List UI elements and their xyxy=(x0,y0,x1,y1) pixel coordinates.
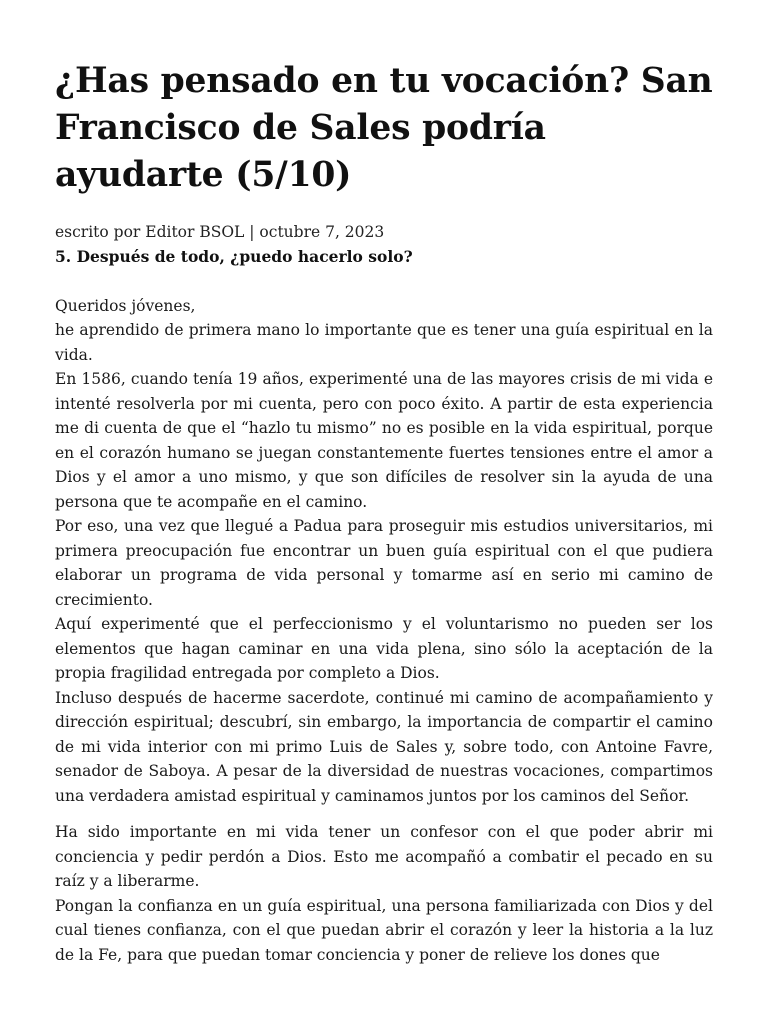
paragraph: Pongan la confianza en un guía espiritual, una persona familiarizada con Dios y del cual tienes confianza, con el que puedan abrir el corazón y leer la historia a la luz de la Fe, para que puedan tomar conciencia y poner de relieve los dones que xyxy=(55,896,713,964)
paragraph-block xyxy=(55,820,713,967)
page-title: ¿Has pensado en tu vocación? San Francisco de Sales podría ayudarte (5/10) xyxy=(55,61,713,195)
paragraph: Ha sido importante en mi vida tener un confesor con el que poder abrir mi conciencia y pedir perdón a Dios. Esto me acompañó a combatir el pecado en su raíz y a liberarme. xyxy=(55,823,713,890)
paragraph: En 1586, cuando tenía 19 años, experimenté una de las mayores crisis de mi vida e intenté resolverla por mi cuenta, pero con poco éxito. A partir de esta experiencia me di cuenta de que el “hazlo tu mismo” no es posible en la vida espiritual, porque en el corazón humano se juegan constantemente fuertes tensiones entre el amor a Dios y el amor a uno mismo, y que son difíciles de resolver sin la ayuda de una persona que te acompañe en el camino. xyxy=(55,370,713,511)
article-byline: escrito por Editor BSOL | octubre 7, 2023 xyxy=(55,223,385,241)
article xyxy=(55,58,713,967)
article-body xyxy=(55,294,713,968)
paragraph: Queridos jóvenes, xyxy=(55,296,196,315)
paragraph: Incluso después de hacerme sacerdote, continué mi camino de acompañamiento y dirección espiritual; descubrí, sin embargo, la importancia de compartir el camino de mi vida interior con mi primo Luis de Sales y, sobre todo, con Antoine Favre, senador de Saboya. A pesar de la diversidad de nuestras vocaciones, compartimos una verdadera amistad espiritual y caminamos juntos por los caminos del Señor. xyxy=(55,688,713,805)
paragraph: Aquí experimenté que el perfeccionismo y el voluntarismo no pueden ser los elementos que hagan caminar en una vida plena, sino sólo la aceptación de la propia fragilidad entregada por completo a Dios. xyxy=(55,615,713,682)
section-heading: 5. Después de todo, ¿puedo hacerlo solo? xyxy=(55,246,413,266)
paragraph: Por eso, una vez que llegué a Padua para proseguir mis estudios universitarios, mi primera preocupación fue encontrar un buen guía espiritual con el que pudiera elaborar un programa de vida personal y tomarme así en serio mi camino de crecimiento. xyxy=(55,517,713,609)
paragraph-block xyxy=(55,294,713,809)
paragraph: he aprendido de primera mano lo importante que es tener una guía espiritual en la vida. xyxy=(55,321,713,364)
